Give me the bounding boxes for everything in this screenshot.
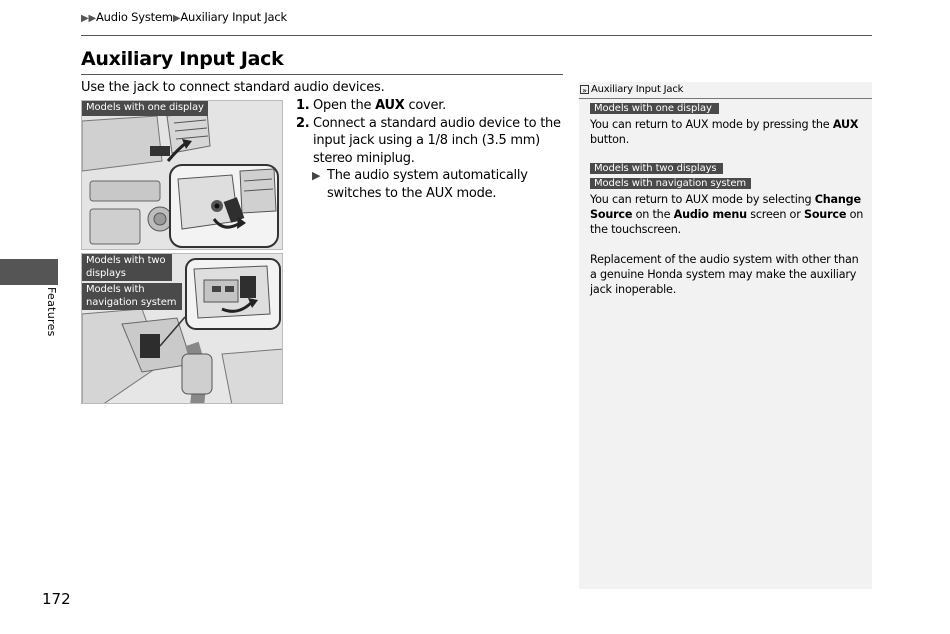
breadcrumb-audio-system[interactable]: Audio System bbox=[95, 10, 173, 24]
step-text: cover. bbox=[404, 98, 447, 113]
triangle-right-icon: ▶ bbox=[172, 13, 181, 24]
aux-label: AUX bbox=[375, 98, 405, 113]
title-divider bbox=[81, 74, 563, 75]
model-tag-one-display: Models with one display bbox=[82, 101, 208, 116]
model-tag-two-displays: Models with two displays bbox=[82, 254, 172, 281]
header-divider bbox=[81, 35, 872, 36]
sidebar-tag-navigation: Models with navigation system bbox=[590, 178, 751, 189]
breadcrumb bbox=[81, 10, 287, 24]
step-1 bbox=[296, 97, 564, 115]
result-text: The audio system automatically switches to the AUX mode. bbox=[327, 168, 528, 201]
sidebar-tag-one-display: Models with one display bbox=[590, 103, 719, 114]
section-label: Features bbox=[45, 287, 58, 337]
page-title: Auxiliary Input Jack bbox=[81, 48, 284, 70]
illustration-two-displays bbox=[81, 253, 283, 404]
sidebar-paragraph-1: You can return to AUX mode by pressing the AUX button. bbox=[590, 118, 859, 146]
intro-text: Use the jack to connect standard audio devices. bbox=[81, 80, 385, 95]
steps-list bbox=[296, 97, 564, 202]
step-text: Open the bbox=[313, 98, 376, 113]
section-tab bbox=[0, 259, 58, 285]
note-icon: » bbox=[580, 85, 589, 94]
step-result bbox=[296, 167, 564, 202]
illustration-one-display bbox=[81, 100, 283, 250]
sidebar-title: Auxiliary Input Jack bbox=[591, 84, 684, 95]
dashboard-aux-illustration-icon bbox=[82, 101, 283, 250]
sidebar-tag-two-displays: Models with two displays bbox=[590, 163, 723, 174]
step-text: Connect a standard audio device to the input jack using a 1/8 inch (3.5 mm) stereo miniplug. bbox=[313, 115, 561, 166]
step-number: 2. bbox=[296, 115, 310, 131]
step-2 bbox=[296, 115, 564, 168]
breadcrumb-aux-jack[interactable]: Auxiliary Input Jack bbox=[180, 10, 287, 24]
triangle-right-icon: ▶ bbox=[312, 169, 321, 182]
model-tag-navigation: Models with navigation system bbox=[82, 283, 182, 310]
sidebar-header bbox=[579, 82, 872, 99]
note-sidebar bbox=[579, 82, 872, 589]
triangle-right-icon: ▶▶ bbox=[81, 13, 96, 24]
sidebar-paragraph-2: You can return to AUX mode by selecting Change Source on the Audio menu screen or Source on the touchscreen. bbox=[590, 193, 864, 236]
step-number: 1. bbox=[296, 98, 310, 113]
page-number: 172 bbox=[42, 590, 71, 608]
sidebar-paragraph-3: Replacement of the audio system with other than a genuine Honda system may make the auxiliary jack inoperable. bbox=[590, 253, 859, 296]
